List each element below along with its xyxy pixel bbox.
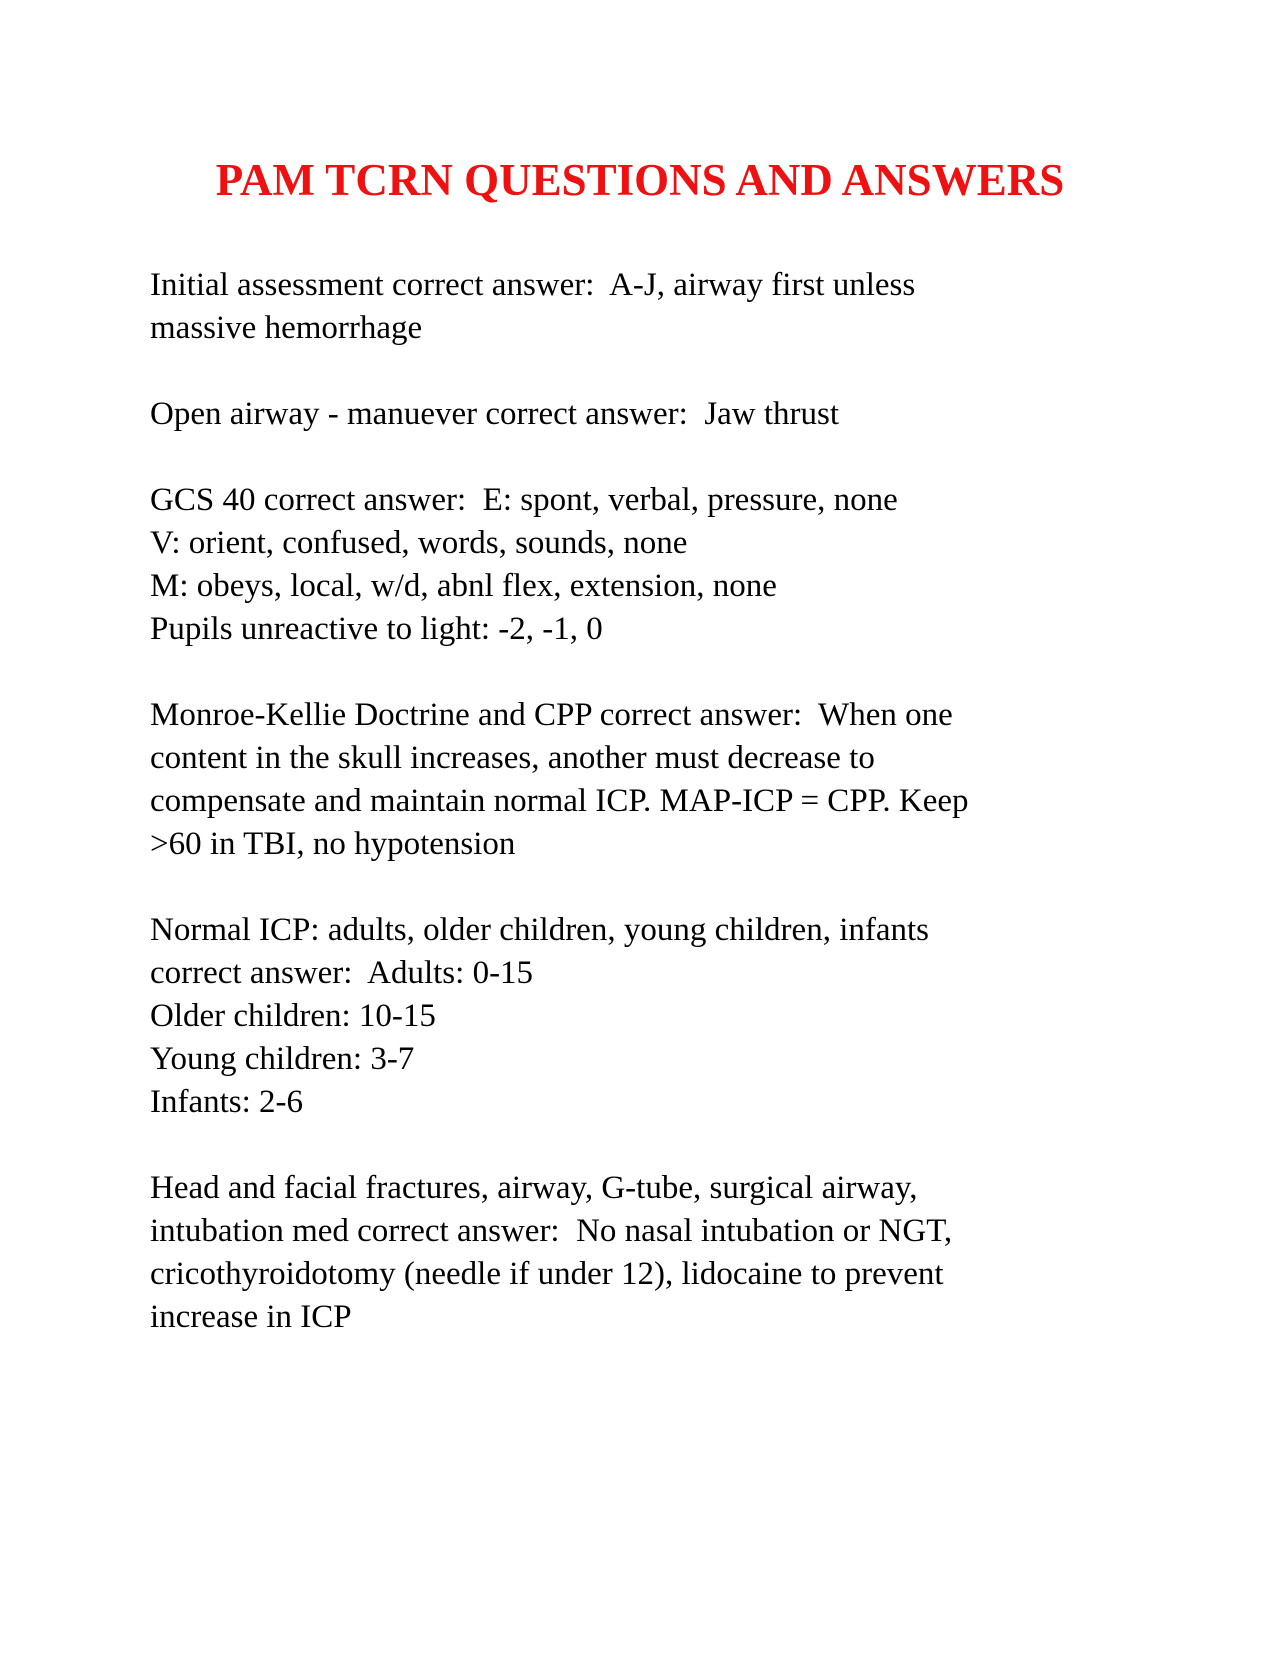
qa-entry-normal-icp [150,909,1140,1124]
qa-line: M: obeys, local, w/d, abnl flex, extension, none [150,568,777,604]
qa-entry-monroe-kellie [150,694,1140,866]
qa-line: GCS 40 correct answer: E: spont, verbal, pressure, none [150,482,898,518]
qa-line: Normal ICP: adults, older children, young children, infants [150,912,930,948]
qa-line: correct answer: Adults: 0-15 [150,955,534,991]
qa-line: increase in ICP [150,1299,352,1335]
qa-entry-open-airway [150,393,1140,436]
qa-list [150,264,1140,1382]
qa-line: Infants: 2-6 [150,1084,304,1120]
qa-line: Open airway - manuever correct answer: Jaw thrust [150,396,840,432]
qa-line: content in the skull increases, another must decrease to [150,740,875,776]
qa-entry-gcs [150,479,1140,651]
qa-line: Pupils unreactive to light: -2, -1, 0 [150,611,603,647]
qa-line: Older children: 10-15 [150,998,436,1034]
qa-line: Head and facial fractures, airway, G-tube, surgical airway, [150,1170,918,1206]
qa-line: compensate and maintain normal ICP. MAP-ICP = CPP. Keep [150,783,969,819]
qa-line: cricothyroidotomy (needle if under 12), lidocaine to prevent [150,1256,944,1292]
qa-entry-initial-assessment [150,264,1140,350]
qa-line: >60 in TBI, no hypotension [150,826,516,862]
qa-line: intubation med correct answer: No nasal intubation or NGT, [150,1213,953,1249]
qa-line: V: orient, confused, words, sounds, none [150,525,688,561]
qa-line: Young children: 3-7 [150,1041,415,1077]
qa-line: massive hemorrhage [150,310,423,346]
qa-line: Monroe-Kellie Doctrine and CPP correct answer: When one [150,697,953,733]
page-title: PAM TCRN QUESTIONS AND ANSWERS [215,155,1065,205]
qa-line: Initial assessment correct answer: A-J, airway first unless [150,267,916,303]
qa-entry-head-facial-fractures [150,1167,1140,1339]
